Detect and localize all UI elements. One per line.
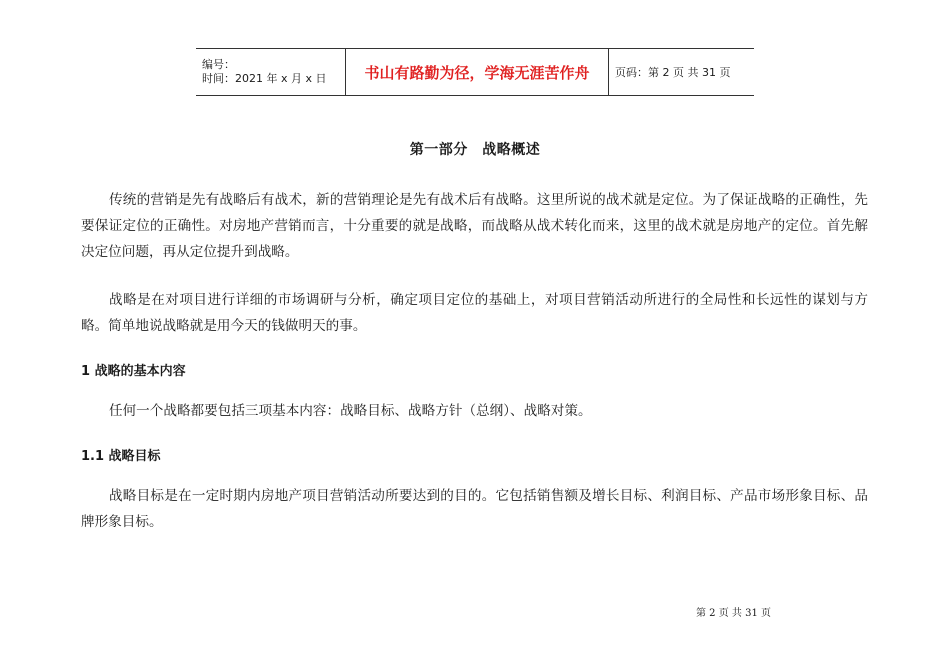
heading-strategy-goal: 1.1 战略目标: [81, 449, 161, 464]
section-title: 第一部分 战略概述: [409, 142, 541, 158]
page-footer: 第 2 页 共 31 页: [696, 608, 771, 619]
time-label: 时间：2021 年 x 月 x 日: [202, 72, 327, 85]
document-header: [196, 48, 754, 96]
motto-text: 书山有路勤为径，学海无涯苦作舟: [364, 63, 590, 82]
paragraph-three-contents: 任何一个战略都要包括三项基本内容：战略目标、战略方针（总纲）、战略对策。: [109, 403, 592, 419]
number-label: 编号：: [202, 58, 235, 71]
page-code: 页码：第 2 页 共 31 页: [615, 66, 731, 79]
header-motto-cell: [346, 49, 609, 96]
header-page-cell: [609, 49, 755, 96]
paragraph-intro: 传统的营销是先有战略后有战术，新的营销理论是先有战术后有战略。这里所说的战术就是定位。为了保证战略的正确性，先要保证定位的正确性。对房地产营销而言，十分重要的就是战略，而战略从战术转化而来，这里的战术就是房地产的定位。首先解决定位问题，再从定位提升到战略。: [81, 192, 868, 260]
heading-basic-content: 1 战略的基本内容: [81, 364, 186, 379]
paragraph-strategy-definition: 战略是在对项目进行详细的市场调研与分析，确定项目定位的基础上，对项目营销活动所进行的全局性和长远性的谋划与方略。简单地说战略就是用今天的钱做明天的事。: [81, 292, 868, 334]
header-meta-cell: [196, 49, 346, 96]
paragraph-strategy-goal: 战略目标是在一定时期内房地产项目营销活动所要达到的目的。它包括销售额及增长目标、利润目标、产品市场形象目标、品牌形象目标。: [81, 488, 868, 530]
